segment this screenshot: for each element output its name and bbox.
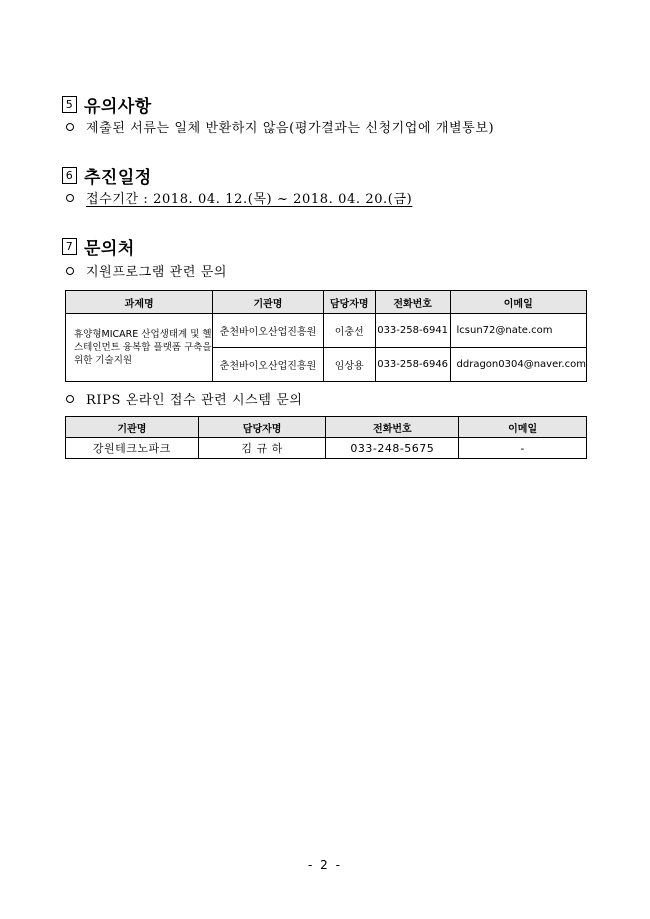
header-cell: 전화번호 (326, 417, 459, 438)
bullet-text: RIPS 온라인 접수 관련 시스템 문의 (86, 393, 303, 408)
project-name-cell: 휴양형MICARE 산업생태계 및 헬스테인먼트 융복합 플랫폼 구축을 위한 기술지원 (66, 314, 213, 382)
contact-cell: 이충선 (323, 314, 375, 348)
bullet-text: 제출된 서류는 일체 반환하지 않음(평가결과는 신청기업에 개별통보) (86, 121, 495, 136)
contact-cell: 임상용 (323, 348, 375, 382)
section-7-bullet-2 (66, 389, 303, 408)
program-contact-table (65, 290, 587, 382)
org-cell: 춘천바이오산업진흥원 (213, 314, 323, 348)
section-7-title (62, 234, 135, 259)
section-6-bullet (66, 188, 412, 207)
section-title-text: 문의처 (84, 239, 135, 259)
section-number-box: 6 (62, 167, 77, 184)
phone-cell: 033-258-6941 (375, 314, 450, 348)
circle-bullet-icon (66, 395, 74, 403)
header-cell: 기관명 (66, 417, 199, 438)
schedule-text: 접수기간 : 2018. 04. 12.(목) ~ 2018. 04. 20.(금) (86, 192, 413, 207)
section-number-box: 7 (62, 238, 77, 255)
contact-cell: 김 규 하 (198, 438, 326, 459)
section-6-title (62, 163, 152, 188)
header-cell: 담당자명 (323, 291, 375, 314)
section-number-box: 5 (62, 96, 77, 113)
phone-cell: 033-248-5675 (326, 438, 459, 459)
table-header-row (66, 291, 587, 314)
email-cell[interactable]: ddragon0304@naver.com (450, 348, 586, 382)
org-cell: 강원테크노파크 (66, 438, 199, 459)
circle-bullet-icon (66, 194, 74, 202)
section-title-text: 유의사항 (84, 97, 152, 117)
section-title-text: 추진일정 (84, 168, 152, 188)
section-5-bullet (66, 117, 494, 136)
header-cell: 담당자명 (198, 417, 326, 438)
header-cell: 전화번호 (375, 291, 450, 314)
header-cell: 이메일 (450, 291, 586, 314)
header-cell: 이메일 (459, 417, 587, 438)
page-number: - 2 - (308, 858, 342, 872)
header-cell: 기관명 (213, 291, 323, 314)
org-cell: 춘천바이오산업진흥원 (213, 348, 323, 382)
circle-bullet-icon (66, 123, 74, 131)
system-contact-table (65, 416, 587, 459)
email-cell[interactable]: lcsun72@nate.com (450, 314, 586, 348)
table-row (66, 314, 587, 348)
bullet-text: 지원프로그램 관련 문의 (86, 265, 228, 280)
header-cell: 과제명 (66, 291, 213, 314)
section-7-bullet-1 (66, 261, 227, 280)
section-5-title (62, 92, 152, 117)
table-row (66, 438, 587, 459)
circle-bullet-icon (66, 267, 74, 275)
table-header-row (66, 417, 587, 438)
email-cell: - (459, 438, 587, 459)
phone-cell: 033-258-6946 (375, 348, 450, 382)
